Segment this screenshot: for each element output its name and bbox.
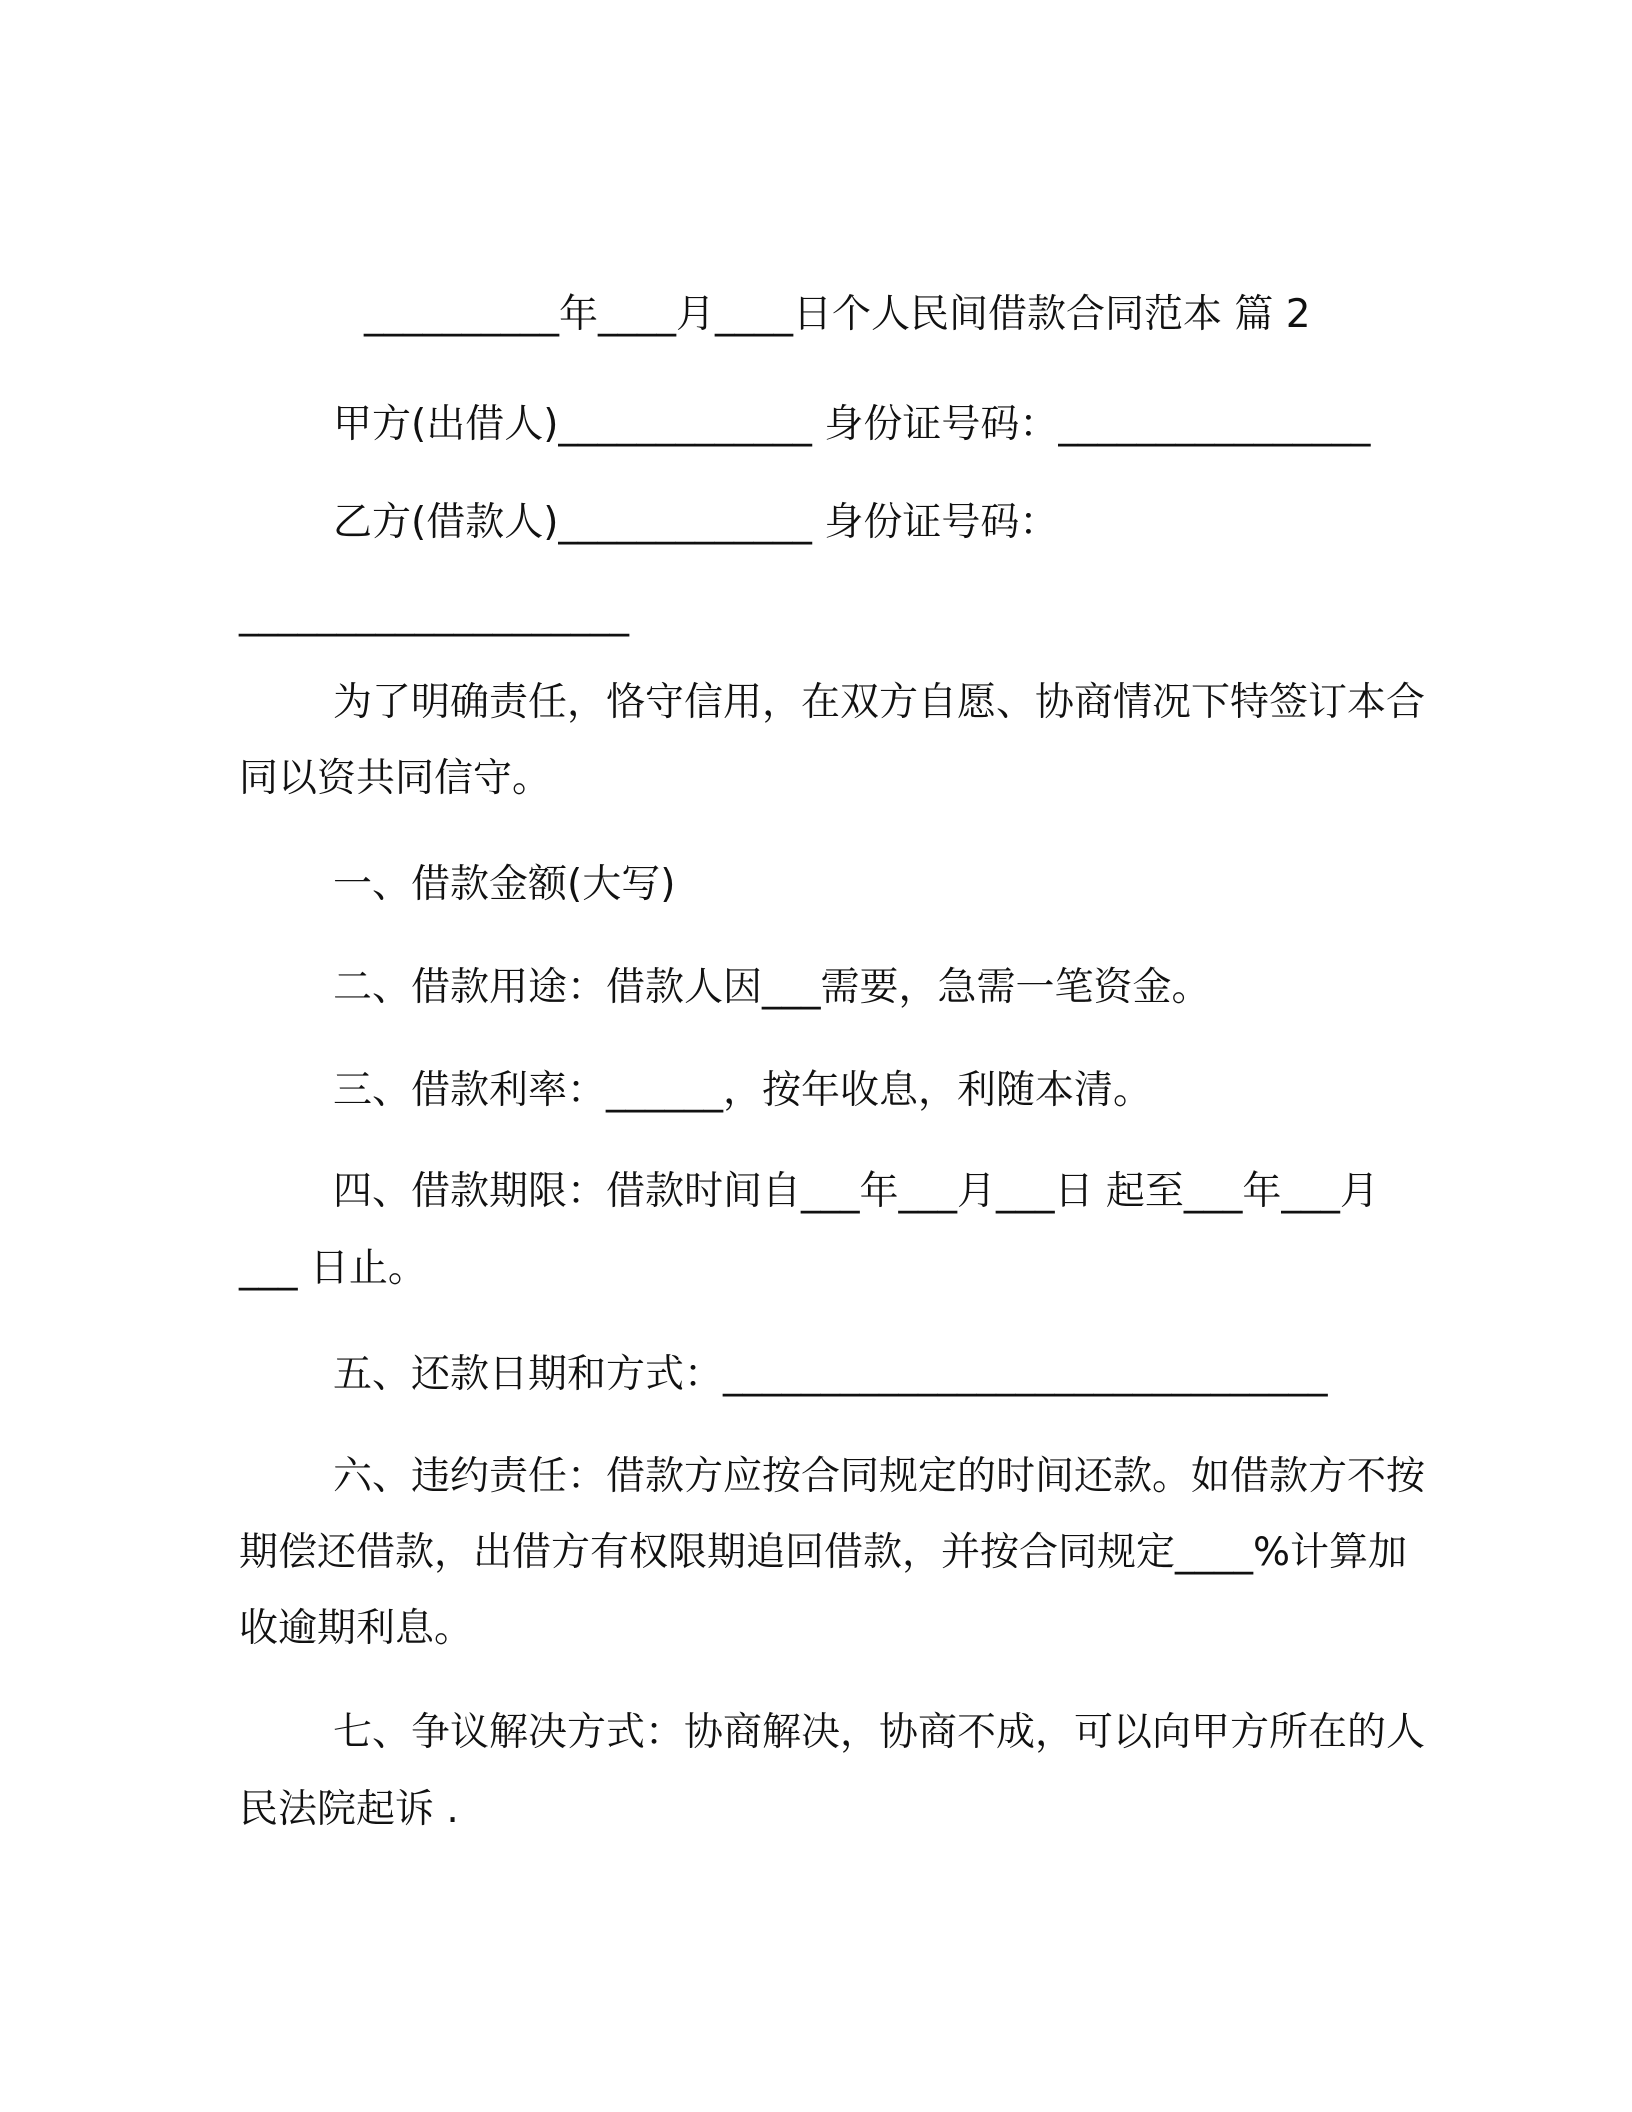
party-a-line: 甲方(出借人)_____________ 身份证号码：________________ xyxy=(333,402,1371,447)
contract-title: __________年____月____日个人民间借款合同范本 篇 2 xyxy=(364,292,1311,337)
clause-6-line-2: 期偿还借款，出借方有权限期追回借款，并按合同规定____%计算加 xyxy=(239,1530,1408,1575)
clause-4-line-2: ___ 日止。 xyxy=(239,1246,427,1291)
intro-line-1: 为了明确责任，恪守信用，在双方自愿、协商情况下特签订本合 xyxy=(333,680,1426,725)
intro-line-2: 同以资共同信守。 xyxy=(239,756,552,801)
party-b-line: 乙方(借款人)_____________ 身份证号码： xyxy=(333,500,1059,545)
clause-7-line-2: 民法院起诉 . xyxy=(239,1787,459,1832)
clause-6-line-3: 收逾期利息。 xyxy=(239,1606,474,1651)
clause-6-line-1: 六、违约责任：借款方应按合同规定的时间还款。如借款方不按 xyxy=(333,1454,1426,1499)
clause-5: 五、还款日期和方式：_______________________________ xyxy=(333,1352,1328,1397)
clause-1: 一、借款金额(大写) xyxy=(333,862,676,907)
clause-4-line-1: 四、借款期限：借款时间自___年___月___日 起至___年___月 xyxy=(333,1169,1379,1214)
clause-2: 二、借款用途：借款人因___需要，急需一笔资金。 xyxy=(333,965,1211,1010)
clause-3: 三、借款利率：______，按年收息，利随本清。 xyxy=(333,1068,1153,1113)
clause-7-line-1: 七、争议解决方式：协商解决，协商不成，可以向甲方所在的人 xyxy=(333,1710,1426,1755)
party-b-id-blank: ____________________ xyxy=(239,592,629,637)
